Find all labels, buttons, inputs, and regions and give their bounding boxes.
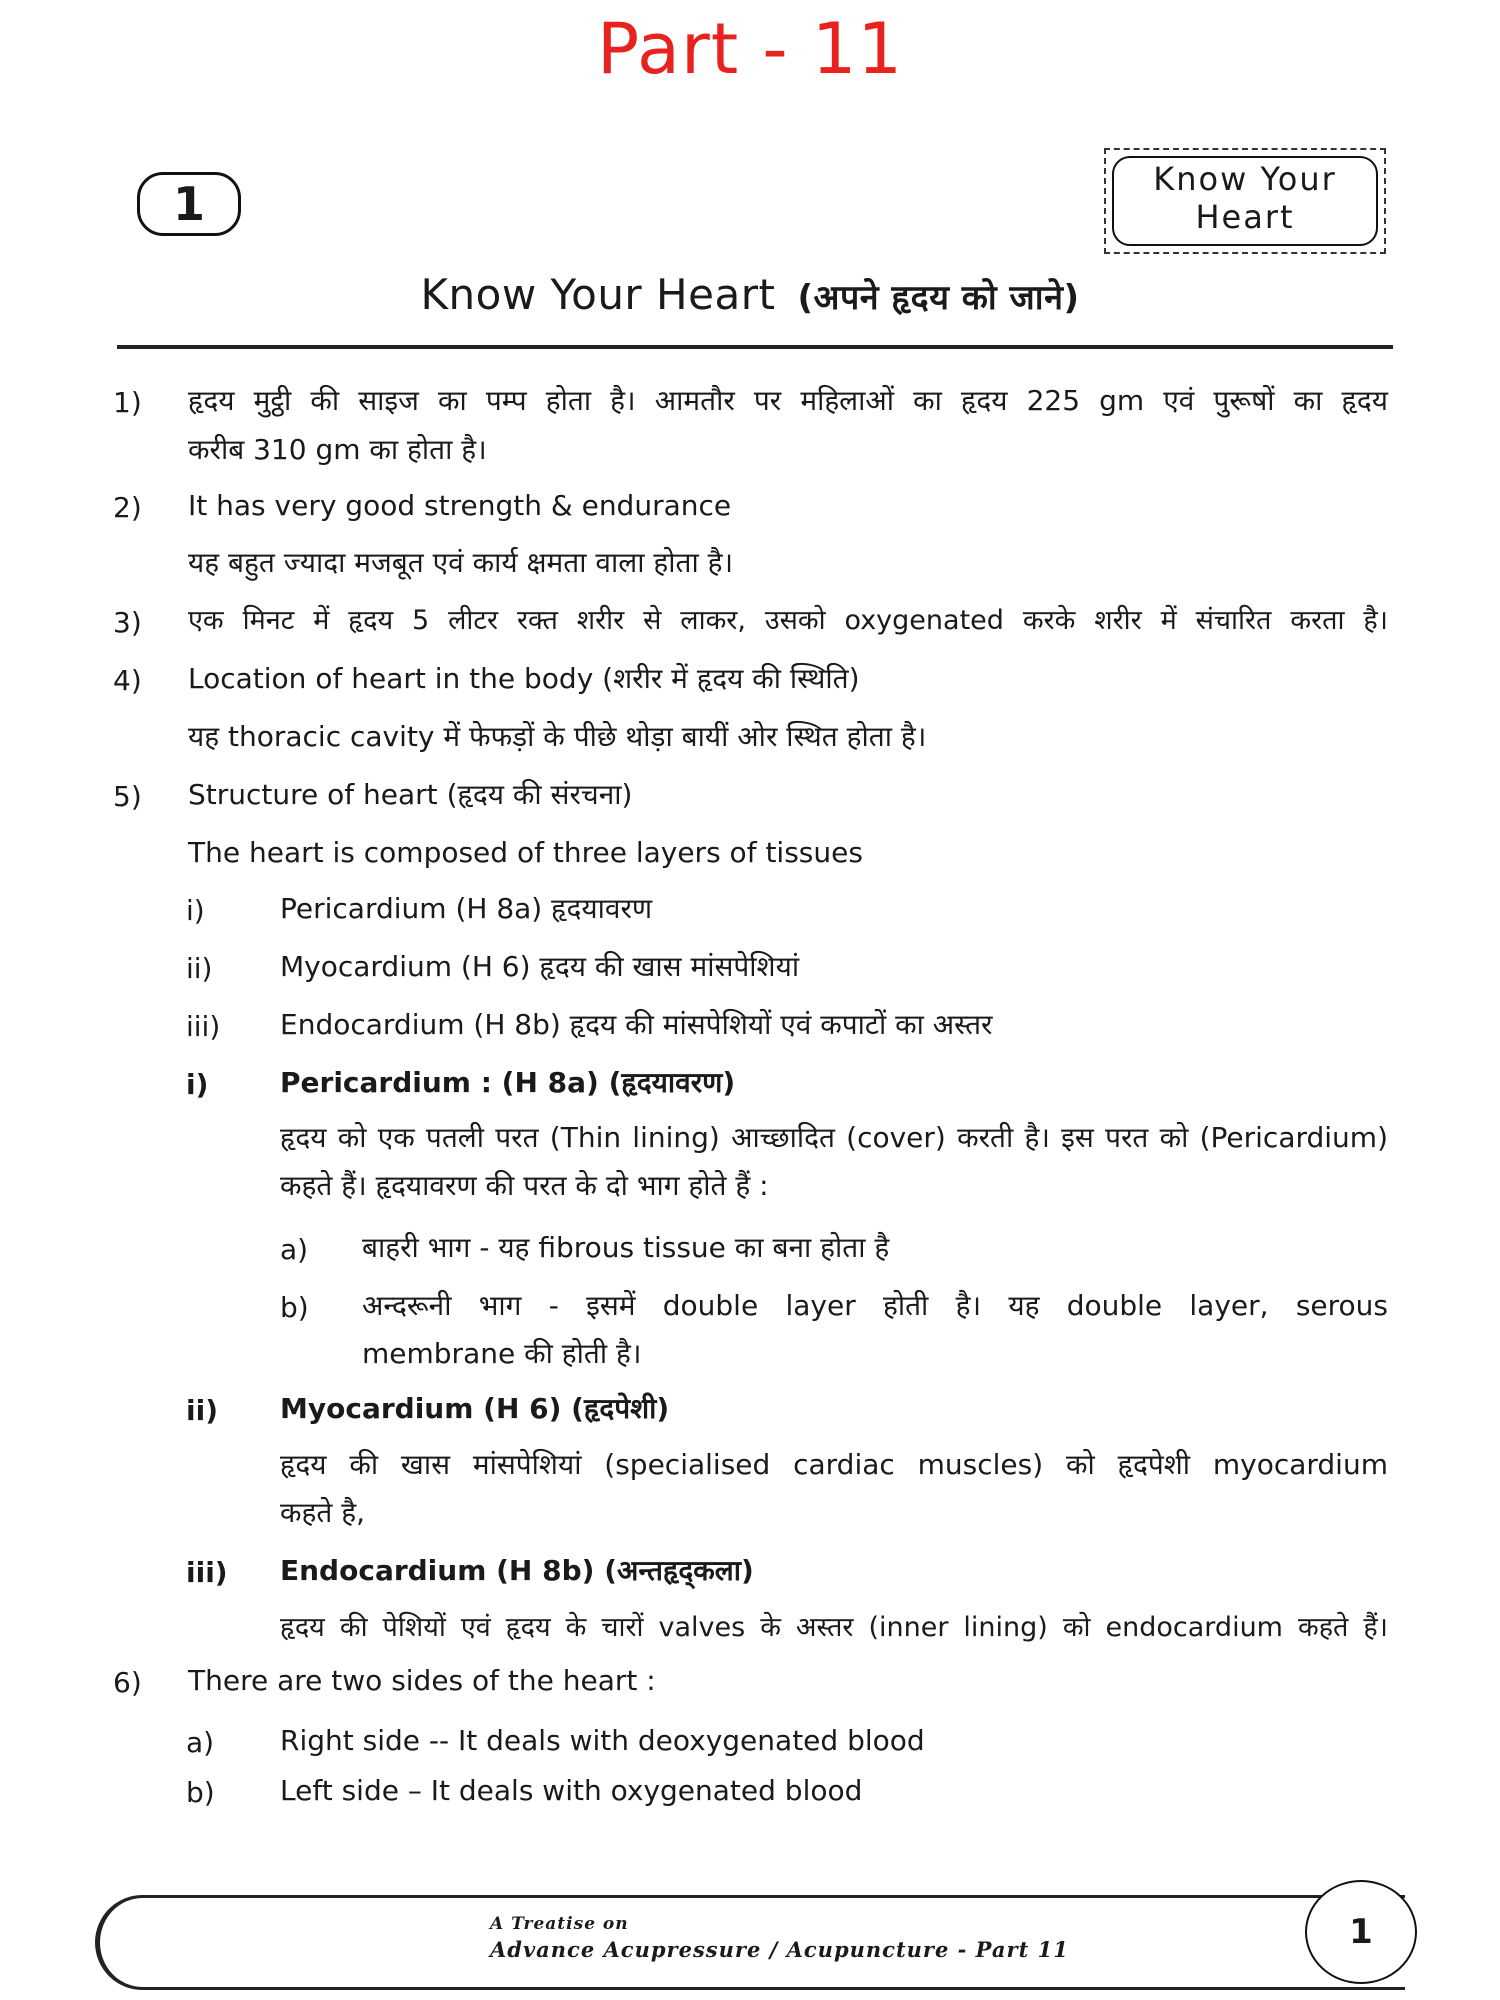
pericardium-part-b-number: b) [280, 1291, 309, 1324]
corner-title-line2: Heart [1195, 198, 1295, 236]
part-title: Part - 11 [596, 8, 904, 90]
point-3-line-1: एक मिनट में हृदय 5 लीटर रक्त शरीर से लाकर, उसको oxygenated करके शरीर में संचारित करता है। [188, 605, 1388, 636]
point-6-number: 6) [113, 1666, 142, 1699]
point-1-number: 1) [113, 386, 142, 419]
chapter-title-hindi: (अपने हृदय को जाने) [797, 278, 1080, 318]
corner-title-line1: Know Your [1153, 160, 1337, 198]
point-2-line-2: यह बहुत ज्यादा मजबूत एवं कार्य क्षमता वाला होता है। [188, 546, 734, 579]
point-4-line-2: यह thoracic cavity में फेफड़ों के पीछे थोड़ा बायीं ओर स्थित होता है। [188, 720, 927, 753]
point-6-a-number: a) [186, 1726, 215, 1759]
layer-number: iii) [186, 1010, 221, 1043]
pericardium-number: i) [186, 1068, 209, 1101]
point-3-number: 3) [113, 606, 142, 639]
layer-number: i) [186, 894, 205, 927]
footer-text [490, 1912, 1069, 1964]
pericardium-line-2: कहते हैं। हृदयावरण की परत के दो भाग होते हैं : [280, 1169, 769, 1202]
corner-title-box [1104, 148, 1386, 254]
point-5-line-1: Structure of heart (हृदय की संरचना) [188, 778, 633, 811]
layer-item: Endocardium (H 8b) हृदय की मांसपेशियों एवं कपाटों का अस्तर [280, 1008, 993, 1041]
endocardium-number: iii) [186, 1556, 228, 1589]
point-1-line-2: करीब 310 gm का होता है। [188, 433, 487, 466]
point-4-number: 4) [113, 664, 142, 697]
title-divider [117, 345, 1393, 349]
myocardium-line-1: हृदय की खास मांसपेशियां (specialised cardiac muscles) को हृदपेशी myocardium [280, 1448, 1388, 1481]
chapter-number-badge: 1 [137, 172, 241, 236]
myocardium-line-2: कहते है, [280, 1496, 366, 1529]
myocardium-number: ii) [186, 1394, 218, 1427]
point-6-a-text: Right side -- It deals with deoxygenated blood [280, 1724, 925, 1757]
pericardium-part-a-number: a) [280, 1233, 309, 1266]
chapter-title [0, 270, 1500, 319]
point-2-number: 2) [113, 491, 142, 524]
point-2-line-1: It has very good strength & endurance [188, 489, 732, 522]
footer-book-line-2: Advance Acupressure / Acupuncture - Part 11 [490, 1937, 1069, 1962]
corner-title-frame [1112, 156, 1378, 246]
endocardium-heading: Endocardium (H 8b) (अन्तहृद्कला) [280, 1554, 754, 1587]
point-6-b-number: b) [186, 1776, 215, 1809]
pericardium-part-b-line-1: अन्दरूनी भाग - इसमें double layer होती है। यह double layer, serous [362, 1289, 1388, 1322]
myocardium-heading: Myocardium (H 6) (हृदपेशी) [280, 1392, 670, 1425]
footer-book-line-1: A Treatise on [490, 1914, 629, 1934]
layer-number: ii) [186, 952, 213, 985]
point-1-line-1: हृदय मुट्ठी की साइज का पम्प होता है। आमतौर पर महिलाओं का हृदय 225 gm एवं पुरूषों का हृदय [188, 384, 1388, 417]
point-5-number: 5) [113, 780, 142, 813]
point-6-b-text: Left side – It deals with oxygenated blood [280, 1774, 863, 1807]
point-4-line-1: Location of heart in the body (शरीर में हृदय की स्थिति) [188, 662, 860, 695]
layer-item: Myocardium (H 6) हृदय की खास मांसपेशियां [280, 950, 800, 983]
endocardium-line-1: हृदय की पेशियों एवं हृदय के चारों valves के अस्तर (inner lining) को endocardium कहते हैं। [280, 1612, 1388, 1643]
pericardium-heading: Pericardium : (H 8a) (हृदयावरण) [280, 1066, 736, 1099]
point-6-line-1: There are two sides of the heart : [188, 1664, 656, 1697]
page-number: 1 [1305, 1880, 1417, 1984]
pericardium-part-b-line-2: membrane की होती है। [362, 1337, 642, 1370]
layer-item: Pericardium (H 8a) हृदयावरण [280, 892, 653, 925]
pericardium-part-a-text: बाहरी भाग - यह fibrous tissue का बना होता है [362, 1231, 890, 1264]
chapter-title-english: Know Your Heart [420, 270, 776, 319]
point-5-line-2: The heart is composed of three layers of tissues [188, 836, 863, 869]
pericardium-line-1: हृदय को एक पतली परत (Thin lining) आच्छादित (cover) करती है। इस परत को (Pericardium) [280, 1121, 1388, 1154]
